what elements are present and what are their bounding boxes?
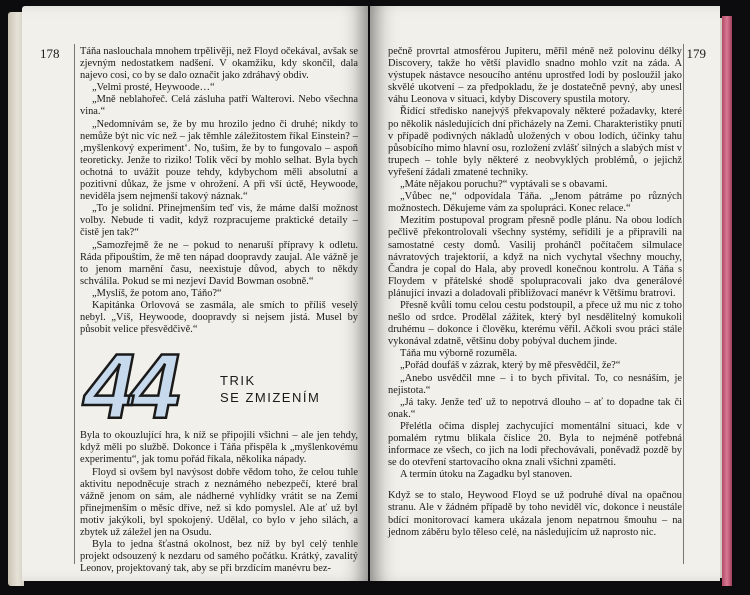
paragraph: Táňa naslouchala mnohem trpělivěji, než Floyd očekával, avšak se zjevným nedostatkem nadšení. V okamžiku, kdy skončil, dala najevo cosi, co by se dalo označit jako zdráhavý obdiv. (80, 46, 358, 82)
right-page (370, 6, 720, 581)
chapter-title (220, 372, 320, 406)
paragraph: Floyd si ovšem byl navýsost dobře vědom toho, že celou tuhle aktivitu nepodněcuje strach z neznámého nebezpečí, které bral vážně jenom on sám, ale nádherné vyhlídky vrátit se na Zemi přinejmenším o měsíc dříve, než si kdo pomyslel. Ale ať už byl motiv jakýkoli, byl spokojený. Udělal, co bylo v jeho silách, a zbytek už záležel jen na Osudu. (80, 466, 358, 538)
paragraph: A termín útoku na Zagadku byl stanoven. (400, 469, 573, 481)
paragraph: „Nedomnívám se, že by mu hrozilo jedno či druhé; nikdy to nemůže být nic víc než – jak těmhle záležitostem říkal Einstein? – ‚myšlenkový experiment‘. No, tušim, že by to fungovalo – aspoň teoreticky. Jenže to riziko! Tolik věcí by mohlo selhat. Byla bych ochotná to uvážit pouze tehdy, kdybychom měli absolutní a pozitivní důkaz, že jsme v ohrožení. A při vší úctě, Heywoode, neviděla jsem nejmenší takový náznak.“ (80, 118, 358, 203)
paragraph: „Pořád doufáš v zázrak, který by mě přesvědčil, že?“ (400, 360, 621, 372)
paragraph: Táňa mu výborně rozuměla. (400, 348, 518, 360)
chapter-title-line-2: SE ZMIZENÍM (220, 390, 321, 406)
open-book (8, 6, 738, 588)
paragraph: Přelétla očima displej zachycující momentální situaci, kde v pomalém rytmu blikala číslice 20. Byla to nejméně potřebná informace ze všech, co jich na lodi přechovávali, poněvadž pozdě by se do otevření startovacího okna znali všichni zpaměti. (388, 420, 682, 469)
paragraph: Přesně kvůli tomu celou cestu podstoupil, a přece už mu nic z toho nešlo od srdce. Prodělal zážitek, který byl nesdělitelný komukoli druhému – dokonce i člověku, kterému věřil. Ačkoli svou práci stále vykonával zdatně, většinu doby pobýval duchem jinde. (388, 299, 682, 348)
margin-rule-right (683, 44, 684, 564)
paragraph: „Vůbec ne,“ odpovídala Táňa. „Jenom pátráme po různých možnostech. Děkujeme vám za spolupráci. Konec relace.“ (388, 191, 682, 215)
paragraph: „Myslíš, že potom ano, Táňo?“ (92, 287, 222, 299)
bookmark-ribbon (722, 16, 732, 586)
paragraph: Řídící středisko nanejvýš překvapovaly některé požadavky, které po několik následujících dní přicházely na Zemi. Charakteristiky pnutí v případě podivných nákladů uložených v obou lodích, účinky tahu působícího mimo hlavní osu, rozložení zvlášť silných a slabých míst v trupech – tohle byly některé z neobvyklých problémů, o jejichž vyřešení žádali zmatené techniky. (388, 106, 682, 178)
paragraph: pečně provrtal atmosférou Jupiteru, měřil méně než polovinu délky Discovery, takže ho větší plavidlo snadno mohlo vzít na záda. A výstupek nástavce nesoucího anténu uprostřed lodi by posloužil jako skvělé ukotvení – za předpokladu, že je dostatečně pevný, aby unesl váhu Leonova v situaci, kdyby Discovery spustila motory. (388, 46, 682, 106)
right-page-text (388, 46, 682, 539)
paragraph: Mezitím postupoval program přesně podle plánu. Na obou lodích pečlivě překontrolovali všechny systémy, seřídili je a připravili na samostatné cesty domů. Vasilij prohánčl počítačem silmulace návratových trajektorií, a když na nich vychytal všechny mouchy, Čandra je copal do Hala, aby provedl konečnou kontrolu. A Táňa s Floydem v přátelské shodě spolupracovali jako dva generálové plánující invazi a doladovali přibližovací manévr k Většímu bratrovi. (388, 215, 682, 299)
paragraph: Byla to jedna šťastná okolnost, bez níž by byl celý tenhle projekt odsouzený k nezdaru od samého počátku. Krátký, zavalitý Leonov, projektovaný tak, aby se při brzdícím manévru bez- (80, 539, 358, 575)
chapter-number-graphic (80, 342, 220, 426)
chapter-title-line-1: TRIK (220, 373, 256, 389)
margin-rule-left (74, 44, 75, 564)
page-number-right: 179 (686, 46, 706, 61)
paragraph: „Anebo usvědčil mne – i to bych přivítal. To, co nesnáším, je nejistota.“ (388, 372, 682, 396)
paragraph: „To je solidní. Přinejmenším teď vis, že máme další možnost volby. Nebude ti vadit, když rozpracujeme praktické detaily – čistě jen tak?“ (80, 203, 358, 239)
page-number-left: 178 (40, 46, 60, 61)
paragraph: „Velmi prosté, Heywoode…“ (92, 82, 215, 94)
left-page-text (80, 46, 358, 575)
paragraph: „Mně neblahořeč. Celá zásluha patří Walterovi. Nebo všechna vina.“ (80, 94, 358, 118)
paragraph: „Samozřejmě že ne – pokud to nenaruší přípravy k odletu. Ráda připouštím, že mě ten nápad doopravdy zaujal. Ale vážně je to jenom marnění času, neexistuje důvod, abych to někdy schválila. Pokud se mi nezjeví David Bowman osobně.“ (80, 239, 358, 287)
chapter-heading (80, 342, 358, 426)
paragraph: Byla to okouzlující hra, k níž se připojili všichni – ale jen tehdy, když měli po službě. Dokonce i Táňa přispěla k „myšlenkovému experimentu“, jak tomu pořád říkala, několika nápady. (80, 430, 358, 466)
left-page (22, 6, 368, 581)
paragraph: „Já taky. Jenže teď už to nepotrvá dlouho – ať to dopadne tak či onak.“ (388, 396, 682, 420)
paragraph-section-break: Když se to stalo, Heywood Floyd se už podruhé díval na opačnou stranu. Ale v žádném případě by toho neviděl víc, dokonce i neustále bdící monitorovací kamera ukázala jenom nepatrnou šmouhu – na jednom záběru bylo těleso celé, na následujícím už naprosto nic. (388, 490, 682, 538)
paragraph: „Máte nějakou poruchu?“ vyptávali se s obavami. (400, 179, 608, 191)
paragraph: Kapitánka Orlovová se zasmála, ale smích to příliš veselý nebyl. „Víš, Heywoode, doopravdy si nejsem jistá. Musel by působit velice přesvědčivě.“ (80, 299, 358, 336)
chapter-number: 44 (84, 342, 175, 427)
